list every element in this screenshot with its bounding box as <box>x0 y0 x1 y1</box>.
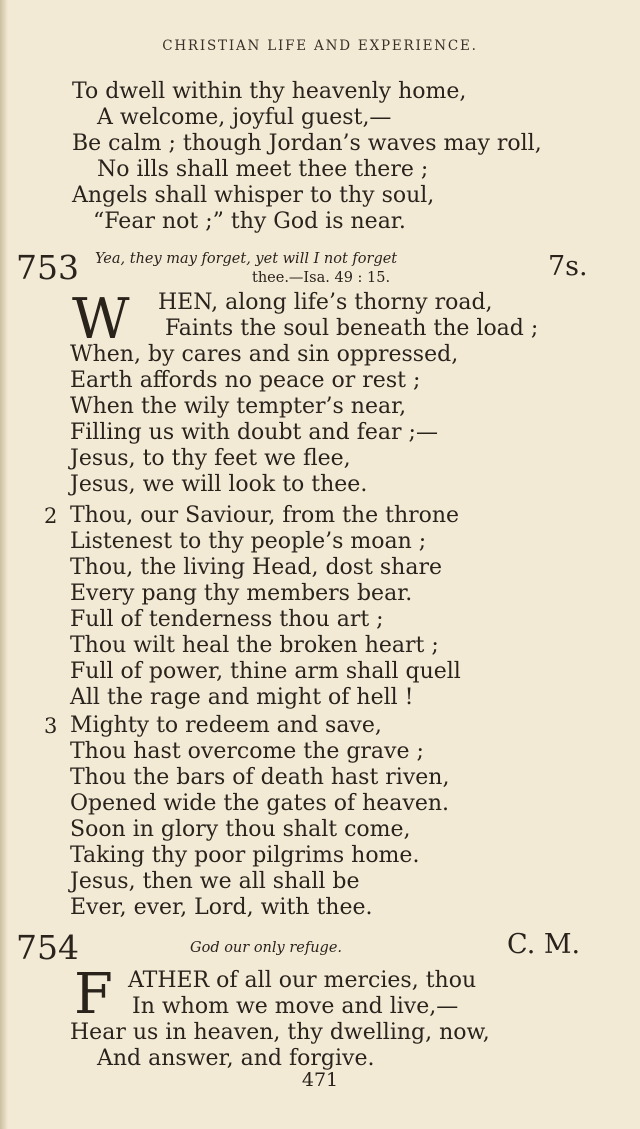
verse-line: HEN, along life’s thorny road, <box>158 290 493 315</box>
verse-line: Mighty to redeem and save, <box>70 713 382 738</box>
verse-line: Filling us with doubt and fear ;— <box>70 420 438 445</box>
verse-line: Full of tenderness thou art ; <box>70 607 384 632</box>
verse-line: When, by cares and sin oppressed, <box>70 342 459 367</box>
verse-line: All the rage and might of hell ! <box>70 685 414 710</box>
verse-line: In whom we move and live,— <box>132 994 459 1019</box>
verse-line: Be calm ; though Jordan’s waves may roll, <box>72 131 542 156</box>
hymn-number: 753 <box>16 248 79 287</box>
verse-line: No ills shall meet thee there ; <box>97 157 429 182</box>
verse-line: Jesus, we will look to thee. <box>70 472 368 497</box>
verse-line: A welcome, joyful guest,— <box>97 105 392 130</box>
verse-line: ATHER of all our mercies, thou <box>128 968 477 993</box>
hymn-caption-reference: thee.—Isa. 49 : 15. <box>252 270 391 286</box>
hymn-number: 754 <box>16 928 79 967</box>
hymn-meter: 7s. <box>548 251 588 282</box>
verse-line: Listenest to thy people’s moan ; <box>70 529 427 554</box>
hymn-caption: Yea, they may forget, yet will I not forget <box>95 251 398 267</box>
verse-line: Opened wide the gates of heaven. <box>70 791 450 816</box>
verse-line: Faints the soul beneath the load ; <box>165 316 539 341</box>
verse-line: Every pang thy members bear. <box>70 581 413 606</box>
verse-line: Jesus, then we all shall be <box>70 869 360 894</box>
verse-line: Taking thy poor pilgrims home. <box>70 843 420 868</box>
verse-line: Angels shall whisper to thy soul, <box>72 183 435 208</box>
drop-cap: F <box>74 962 113 1027</box>
page-number: 471 <box>301 1069 339 1091</box>
verse-line: Thou, our Saviour, from the throne <box>70 503 460 528</box>
verse-line: Earth affords no peace or rest ; <box>70 368 421 393</box>
verse-line: Full of power, thine arm shall quell <box>70 659 461 684</box>
verse-line: Thou the bars of death hast riven, <box>70 765 450 790</box>
running-head: CHRISTIAN LIFE AND EXPERIENCE. <box>162 38 478 54</box>
verse-line: Jesus, to thy feet we flee, <box>70 446 351 471</box>
verse-line: And answer, and forgive. <box>97 1046 375 1071</box>
stanza-number: 3 <box>44 714 58 738</box>
verse-line: To dwell within thy heavenly home, <box>72 79 467 104</box>
verse-line: Thou wilt heal the broken heart ; <box>70 633 439 658</box>
verse-line: “Fear not ;” thy God is near. <box>93 209 406 234</box>
verse-line: When the wily tempter’s near, <box>70 394 407 419</box>
verse-line: Thou hast overcome the grave ; <box>70 739 424 764</box>
hymn-caption: God our only refuge. <box>190 940 343 956</box>
verse-line: Ever, ever, Lord, with thee. <box>70 895 373 920</box>
hymn-meter: C. M. <box>507 929 581 960</box>
verse-line: Soon in glory thou shalt come, <box>70 817 411 842</box>
verse-line: Thou, the living Head, dost share <box>70 555 443 580</box>
verse-line: Hear us in heaven, thy dwelling, now, <box>70 1020 490 1045</box>
stanza-number: 2 <box>44 504 58 528</box>
page-edge-shadow <box>0 0 8 1129</box>
drop-cap: W <box>72 287 130 352</box>
